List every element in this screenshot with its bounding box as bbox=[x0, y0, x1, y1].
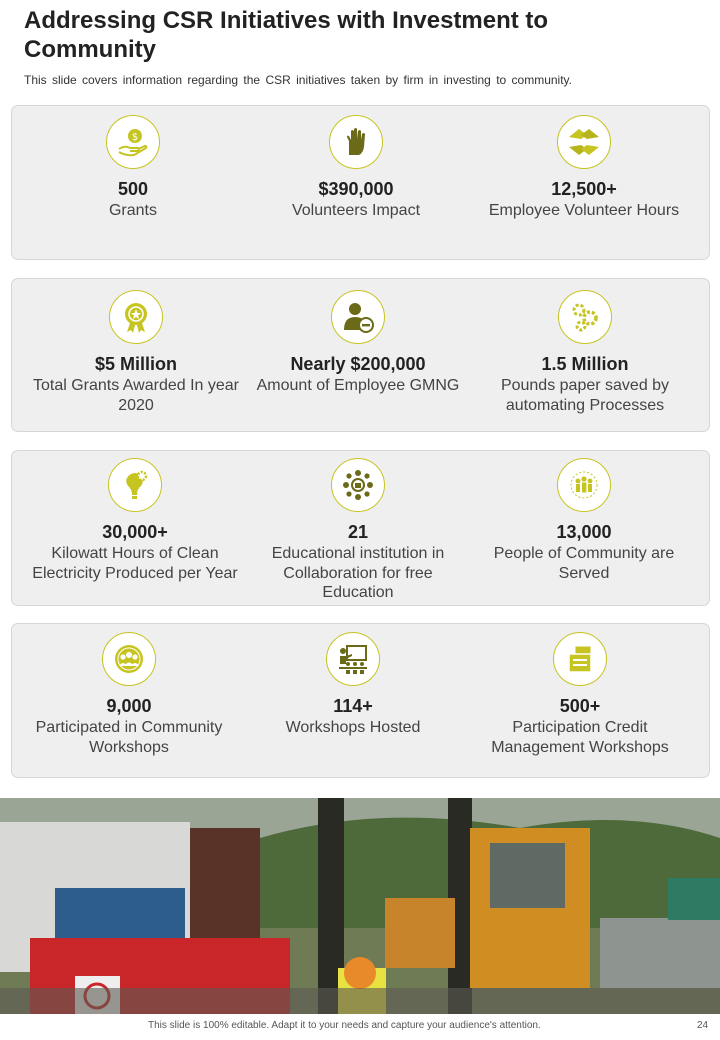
stat-clean-electricity bbox=[25, 458, 245, 583]
stat-label: Volunteers Impact bbox=[291, 202, 421, 219]
team-meeting-icon bbox=[331, 458, 385, 512]
stats-panel-3 bbox=[11, 450, 710, 606]
raised-hand-icon bbox=[329, 115, 383, 169]
stat-value: $390,000 bbox=[318, 179, 394, 199]
handshake-icon bbox=[557, 115, 611, 169]
documents-icon bbox=[553, 632, 607, 686]
stats-panel-4 bbox=[11, 623, 710, 778]
stat-community-served bbox=[474, 458, 694, 583]
stat-label: Total Grants Awarded In year 2020 bbox=[32, 377, 240, 414]
stat-credit-workshops bbox=[470, 632, 690, 757]
stat-label: Employee Volunteer Hours bbox=[488, 202, 680, 219]
stat-volunteer-hours bbox=[474, 115, 694, 221]
stat-value: 9,000 bbox=[106, 696, 152, 716]
page-number: 24 bbox=[697, 1020, 709, 1031]
stat-employee-gmng bbox=[248, 290, 468, 396]
stat-label: Workshops Hosted bbox=[285, 719, 421, 736]
stats-panel-2 bbox=[11, 278, 710, 432]
construction-site-photo bbox=[0, 798, 720, 1014]
stat-label: Pounds paper saved by automating Processes bbox=[500, 377, 670, 414]
stat-value: $5 Million bbox=[94, 354, 177, 374]
stat-label: Amount of Employee GMNG bbox=[256, 377, 460, 394]
stat-educational-institutions bbox=[248, 458, 468, 603]
stat-label: Kilowatt Hours of Clean Electricity Produced per Year bbox=[32, 545, 238, 582]
stat-value: 114+ bbox=[333, 696, 373, 716]
presentation-icon bbox=[326, 632, 380, 686]
stat-grants bbox=[23, 115, 243, 221]
stat-value: 500 bbox=[117, 179, 149, 199]
stat-workshops-hosted bbox=[243, 632, 463, 738]
stat-volunteers-impact bbox=[246, 115, 466, 221]
lightbulb-gear-icon bbox=[108, 458, 162, 512]
stat-label: Participated in Community Workshops bbox=[35, 719, 223, 756]
stat-value: 13,000 bbox=[556, 522, 612, 542]
community-network-icon bbox=[557, 458, 611, 512]
user-minus-icon bbox=[331, 290, 385, 344]
page-title: Addressing CSR Initiatives with Investment to Community bbox=[24, 7, 549, 63]
stat-value: 1.5 Million bbox=[541, 354, 629, 374]
stat-label: Grants bbox=[108, 202, 157, 219]
stat-community-workshops bbox=[19, 632, 239, 757]
gears-icon bbox=[558, 290, 612, 344]
svg-text:$: $ bbox=[131, 132, 139, 143]
stat-label: Educational institution in Collaboration for free Education bbox=[271, 545, 445, 601]
stat-paper-saved bbox=[475, 290, 695, 415]
stat-value: 30,000+ bbox=[102, 522, 168, 542]
stat-label: People of Community are Served bbox=[493, 545, 675, 582]
award-badge-icon bbox=[109, 290, 163, 344]
stat-total-grants bbox=[26, 290, 246, 415]
group-circle-icon bbox=[102, 632, 156, 686]
stat-value: 500+ bbox=[559, 696, 601, 716]
stat-value: Nearly $200,000 bbox=[290, 354, 426, 374]
stat-label: Participation Credit Management Workshops bbox=[491, 719, 669, 756]
page-subtitle: This slide covers information regarding the CSR initiatives taken by firm in investing to community. bbox=[24, 73, 572, 87]
stat-value: 12,500+ bbox=[551, 179, 617, 199]
money-hand-icon bbox=[106, 115, 160, 169]
stat-value: 21 bbox=[347, 522, 369, 542]
stats-panel-1 bbox=[11, 105, 710, 260]
footer-note: This slide is 100% editable. Adapt it to your needs and capture your audience's attention. bbox=[148, 1020, 541, 1031]
